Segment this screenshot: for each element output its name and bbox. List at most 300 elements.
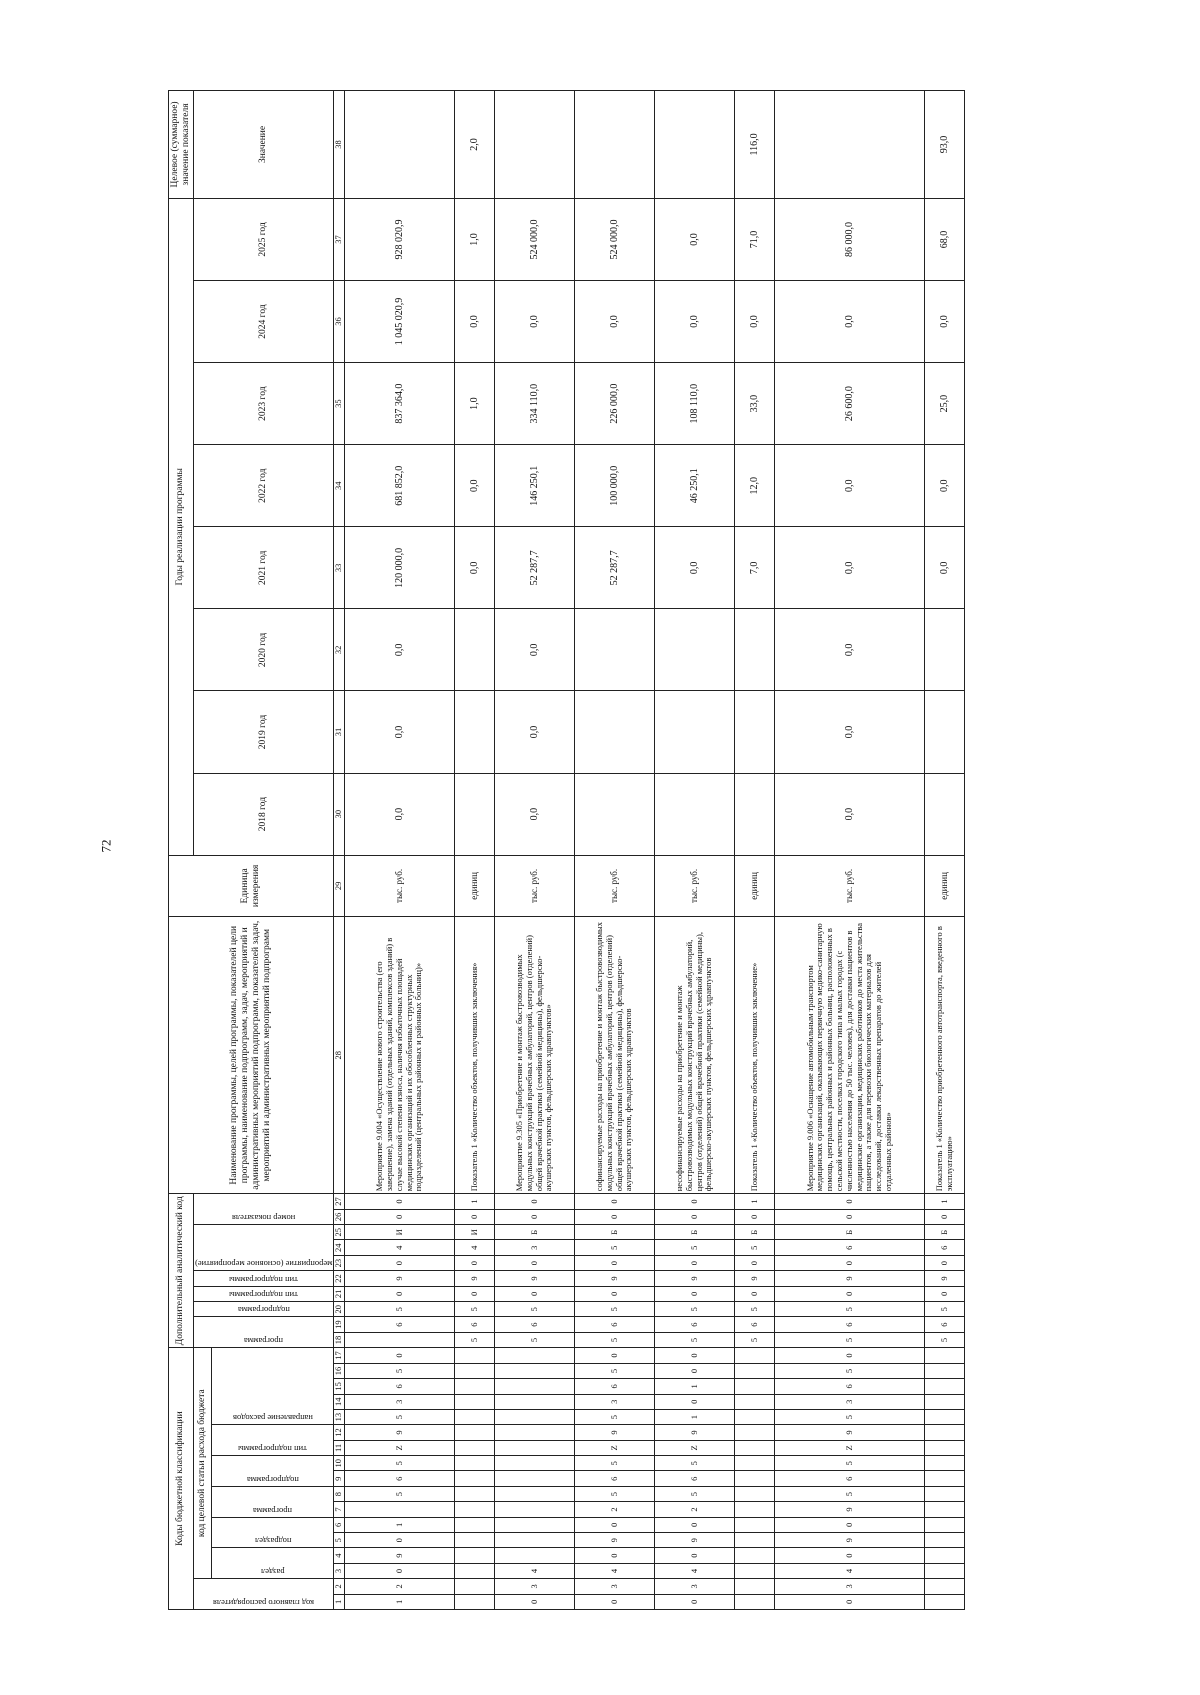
code-digit-cell xyxy=(735,1579,775,1594)
code-digit-cell: 0 xyxy=(735,1255,775,1270)
code-digit-cell xyxy=(455,1533,495,1548)
code-digit-cell: 0 xyxy=(655,1394,735,1409)
code-digit-cell: 0 xyxy=(655,1286,735,1301)
column-number: 14 xyxy=(334,1394,345,1409)
code-digit-cell: 2 xyxy=(575,1502,655,1517)
code-digit-cell xyxy=(735,1471,775,1486)
code-digit-cell: 9 xyxy=(345,1271,455,1286)
year-value-cell xyxy=(455,609,495,691)
code-digit-cell xyxy=(455,1563,495,1578)
code-digit-cell: 4 xyxy=(575,1563,655,1578)
column-number: 7 xyxy=(334,1502,345,1517)
code-digit-cell: 1 xyxy=(655,1409,735,1424)
code-digit-cell: 9 xyxy=(775,1425,925,1440)
code-digit-cell xyxy=(495,1425,575,1440)
code-digit-cell xyxy=(455,1471,495,1486)
year-value-cell xyxy=(575,609,655,691)
year-value-cell: 0,0 xyxy=(775,773,925,855)
year-value-cell xyxy=(655,609,735,691)
year-value-cell: 0,0 xyxy=(925,445,965,527)
code-digit-cell: 5 xyxy=(575,1486,655,1501)
year-value-cell: 146 250,1 xyxy=(495,445,575,527)
code-digit-cell: 5 xyxy=(735,1302,775,1317)
year-value-cell: 0,0 xyxy=(495,773,575,855)
code-digit-cell xyxy=(925,1594,965,1609)
year-value-cell: 0,0 xyxy=(495,280,575,362)
code-digit-cell: 0 xyxy=(925,1286,965,1301)
code-digit-cell: 5 xyxy=(345,1456,455,1471)
year-value-cell: 25,0 xyxy=(925,363,965,445)
dop-subprogram-header: подпрограмма xyxy=(193,1302,334,1317)
code-digit-cell: 3 xyxy=(575,1394,655,1409)
code-digit-cell: 0 xyxy=(925,1209,965,1224)
code-digit-cell xyxy=(925,1425,965,1440)
code-digit-cell: 0 xyxy=(495,1255,575,1270)
code-digit-cell: 0 xyxy=(775,1348,925,1364)
target-value-cell xyxy=(775,91,925,199)
code-digit-cell: И xyxy=(455,1225,495,1240)
column-number: 29 xyxy=(334,855,345,917)
year-value-cell: 1,0 xyxy=(455,363,495,445)
year-value-cell: 1,0 xyxy=(455,198,495,280)
code-digit-cell xyxy=(495,1517,575,1532)
dop-subprogram-type-header: тип подпрограммы xyxy=(193,1271,334,1286)
year-2022-header: 2022 год xyxy=(193,445,334,527)
code-digit-cell: 1 xyxy=(655,1379,735,1394)
code-digit-cell: 9 xyxy=(775,1271,925,1286)
year-value-cell: 100 000,0 xyxy=(575,445,655,527)
code-digit-cell: И xyxy=(345,1225,455,1240)
code-digit-cell: 0 xyxy=(495,1209,575,1224)
code-digit-cell: 1 xyxy=(735,1194,775,1209)
code-digit-cell xyxy=(455,1548,495,1563)
code-digit-cell: 0 xyxy=(575,1255,655,1270)
code-digit-cell xyxy=(925,1409,965,1424)
year-value-cell: 226 000,0 xyxy=(575,363,655,445)
year-value-cell: 0,0 xyxy=(345,609,455,691)
year-value-cell: 52 287,7 xyxy=(575,527,655,609)
code-digit-cell xyxy=(925,1517,965,1532)
code-digit-cell: 5 xyxy=(575,1456,655,1471)
year-value-cell: 86 000,0 xyxy=(775,198,925,280)
year-value-cell: 0,0 xyxy=(455,527,495,609)
year-value-cell: 0,0 xyxy=(775,280,925,362)
code-digit-cell: 2 xyxy=(345,1579,455,1594)
code-digit-cell: 9 xyxy=(575,1425,655,1440)
code-digit-cell: Б xyxy=(495,1225,575,1240)
target-value-header: Значение xyxy=(193,91,334,199)
code-digit-cell xyxy=(735,1409,775,1424)
code-digit-cell xyxy=(925,1440,965,1455)
item-name-cell: Мероприятие 9.004 «Осуществление нового строительства (его завершение), замена зданий (отдельных зданий, комплексов зданий) в случае высокой степени износа, наличия избыточных площадей медицинских организаций и их обособленных структурных подразделений (центральных районных и районных больниц)» xyxy=(345,917,455,1194)
code-digit-cell: 0 xyxy=(655,1548,735,1563)
code-digit-cell: 3 xyxy=(775,1579,925,1594)
year-value-cell xyxy=(735,773,775,855)
code-digit-cell xyxy=(925,1548,965,1563)
year-value-cell: 524 000,0 xyxy=(575,198,655,280)
code-digit-cell: 5 xyxy=(655,1456,735,1471)
code-digit-cell xyxy=(345,1502,455,1517)
code-digit-cell xyxy=(925,1456,965,1471)
column-number: 15 xyxy=(334,1379,345,1394)
item-name-cell: несофинансируемые расходы на приобретение и монтаж быстровозводимых модульных конструкций врачебных амбулаторий, центров (отделений) общей врачебной практики (семейной медицины), фельдшерско-акушерских пунктов, фельдшерских здравпунктов xyxy=(655,917,735,1194)
code-digit-cell: 0 xyxy=(575,1209,655,1224)
code-digit-cell: 1 xyxy=(345,1517,455,1532)
code-digit-cell: Z xyxy=(345,1440,455,1455)
code-digit-cell xyxy=(495,1363,575,1378)
code-digit-cell: 6 xyxy=(345,1317,455,1332)
year-value-cell: 12,0 xyxy=(735,445,775,527)
code-digit-cell xyxy=(735,1517,775,1532)
code-digit-cell xyxy=(495,1486,575,1501)
code-digit-cell: 9 xyxy=(655,1533,735,1548)
column-number: 28 xyxy=(334,917,345,1194)
code-digit-cell xyxy=(735,1563,775,1578)
code-digit-cell xyxy=(495,1379,575,1394)
code-digit-cell: 6 xyxy=(775,1317,925,1332)
code-digit-cell: 0 xyxy=(575,1517,655,1532)
code-digit-cell: 9 xyxy=(575,1533,655,1548)
year-value-cell: 0,0 xyxy=(775,691,925,773)
code-digit-cell: 1 xyxy=(345,1594,455,1609)
target-expense-code-header: код целевой статьи расхода бюджета xyxy=(193,1348,211,1579)
code-digit-cell: 6 xyxy=(455,1317,495,1332)
code-digit-cell: 9 xyxy=(655,1425,735,1440)
code-digit-cell: 0 xyxy=(775,1548,925,1563)
year-value-cell: 26 600,0 xyxy=(775,363,925,445)
code-digit-cell xyxy=(455,1486,495,1501)
year-2025-header: 2025 год xyxy=(193,198,334,280)
code-digit-cell xyxy=(495,1440,575,1455)
year-value-cell: 52 287,7 xyxy=(495,527,575,609)
year-value-cell: 0,0 xyxy=(455,445,495,527)
table-row xyxy=(495,91,575,1610)
table-row xyxy=(455,91,495,1610)
activity-direction-header: направление расходов xyxy=(212,1348,334,1425)
year-value-cell xyxy=(655,773,735,855)
year-value-cell: 0,0 xyxy=(345,773,455,855)
code-digit-cell xyxy=(495,1471,575,1486)
code-digit-cell: 5 xyxy=(345,1302,455,1317)
code-digit-cell: 6 xyxy=(575,1317,655,1332)
year-value-cell: 0,0 xyxy=(495,691,575,773)
code-digit-cell: 1 xyxy=(925,1194,965,1209)
code-digit-cell: 4 xyxy=(655,1563,735,1578)
code-digit-cell: 5 xyxy=(575,1240,655,1255)
year-value-cell: 0,0 xyxy=(775,609,925,691)
column-number: 33 xyxy=(334,527,345,609)
code-digit-cell: 3 xyxy=(495,1240,575,1255)
code-digit-cell: 5 xyxy=(775,1302,925,1317)
column-number: 9 xyxy=(334,1471,345,1486)
column-number: 17 xyxy=(334,1348,345,1364)
column-number: 1 xyxy=(334,1594,345,1609)
item-name-cell: Показатель 1 «Количество объектов, получивших заключения» xyxy=(455,917,495,1194)
code-digit-cell: 0 xyxy=(655,1348,735,1364)
code-digit-cell: 5 xyxy=(775,1409,925,1424)
code-digit-cell: 6 xyxy=(345,1471,455,1486)
code-digit-cell: 5 xyxy=(655,1332,735,1347)
year-value-cell: 33,0 xyxy=(735,363,775,445)
unit-cell: тыс. руб. xyxy=(775,855,925,917)
code-digit-cell: Б xyxy=(735,1225,775,1240)
year-value-cell xyxy=(735,609,775,691)
column-number: 5 xyxy=(334,1533,345,1548)
code-digit-cell: Z xyxy=(575,1440,655,1455)
code-digit-cell: 6 xyxy=(775,1471,925,1486)
column-number: 16 xyxy=(334,1363,345,1378)
year-value-cell: 1 045 020,9 xyxy=(345,280,455,362)
unit-cell: тыс. руб. xyxy=(345,855,455,917)
column-number: 27 xyxy=(334,1194,345,1209)
code-digit-cell: 1 xyxy=(455,1194,495,1209)
target-value-cell xyxy=(655,91,735,199)
year-2018-header: 2018 год xyxy=(193,773,334,855)
dop-program-header: программа xyxy=(193,1317,334,1348)
code-digit-cell xyxy=(495,1533,575,1548)
code-digit-cell: 9 xyxy=(575,1271,655,1286)
code-digit-cell: 6 xyxy=(345,1379,455,1394)
code-digit-cell: 0 xyxy=(575,1348,655,1364)
year-2019-header: 2019 год xyxy=(193,691,334,773)
page-number: 72 xyxy=(98,839,114,853)
column-number: 38 xyxy=(334,91,345,199)
year-value-cell: 46 250,1 xyxy=(655,445,735,527)
code-digit-cell: 0 xyxy=(495,1594,575,1609)
year-value-cell: 837 364,0 xyxy=(345,363,455,445)
code-digit-cell: 0 xyxy=(345,1348,455,1364)
year-value-cell: 0,0 xyxy=(775,445,925,527)
code-digit-cell: 9 xyxy=(775,1533,925,1548)
code-digit-cell: 0 xyxy=(775,1194,925,1209)
code-digit-cell xyxy=(735,1379,775,1394)
column-number: 10 xyxy=(334,1456,345,1471)
year-value-cell: 120 000,0 xyxy=(345,527,455,609)
column-number: 24 xyxy=(334,1240,345,1255)
code-digit-cell: 6 xyxy=(575,1379,655,1394)
code-digit-cell xyxy=(455,1517,495,1532)
rotated-table-container xyxy=(168,90,1028,1610)
code-digit-cell: 4 xyxy=(495,1563,575,1578)
year-value-cell: 0,0 xyxy=(735,280,775,362)
code-digit-cell: 6 xyxy=(655,1317,735,1332)
target-value-cell: 116,0 xyxy=(735,91,775,199)
code-digit-cell: 5 xyxy=(925,1332,965,1347)
code-digit-cell xyxy=(735,1456,775,1471)
code-digit-cell xyxy=(455,1425,495,1440)
code-digit-cell xyxy=(925,1563,965,1578)
code-digit-cell xyxy=(455,1594,495,1609)
unit-cell: единиц xyxy=(455,855,495,917)
code-digit-cell: 3 xyxy=(775,1394,925,1409)
code-digit-cell: 0 xyxy=(775,1255,925,1270)
item-name-cell: Мероприятие 9.305 «Приобретение и монтаж быстровозводимых модульных конструкций врачебных амбулаторий, центров (отделений) общей врачебной практики (семейной медицины), фельдшерско-акушерских пунктов, фельдшерских здравпунктов» xyxy=(495,917,575,1194)
subprogram-type-header: тип подпрограммы xyxy=(212,1425,334,1456)
code-digit-cell: Z xyxy=(775,1440,925,1455)
column-number: 22 xyxy=(334,1271,345,1286)
year-value-cell xyxy=(735,691,775,773)
table-body xyxy=(345,91,965,1610)
code-digit-cell: 9 xyxy=(655,1271,735,1286)
code-digit-cell: 9 xyxy=(455,1271,495,1286)
column-number: 18 xyxy=(334,1332,345,1347)
code-digit-cell xyxy=(735,1486,775,1501)
column-number: 2 xyxy=(334,1579,345,1594)
code-digit-cell xyxy=(925,1533,965,1548)
year-2024-header: 2024 год xyxy=(193,280,334,362)
code-digit-cell: 9 xyxy=(925,1271,965,1286)
column-number: 25 xyxy=(334,1225,345,1240)
item-name-cell: Показатель 1 «Количество приобретенного автотранспорта, введенного в эксплуатацию» xyxy=(925,917,965,1194)
code-digit-cell: 9 xyxy=(735,1271,775,1286)
column-number: 30 xyxy=(334,773,345,855)
year-value-cell: 0,0 xyxy=(655,527,735,609)
code-digit-cell: 5 xyxy=(495,1332,575,1347)
column-number: 13 xyxy=(334,1409,345,1424)
code-digit-cell xyxy=(925,1379,965,1394)
code-digit-cell: 5 xyxy=(455,1332,495,1347)
code-digit-cell xyxy=(925,1502,965,1517)
code-digit-cell: Б xyxy=(655,1225,735,1240)
code-digit-cell: 4 xyxy=(345,1240,455,1255)
unit-column-header: Единица измерения xyxy=(169,855,334,917)
code-digit-cell xyxy=(455,1579,495,1594)
code-digit-cell: 5 xyxy=(655,1486,735,1501)
code-digit-cell: 0 xyxy=(775,1517,925,1532)
year-value-cell: 0,0 xyxy=(655,198,735,280)
code-digit-cell: 4 xyxy=(455,1240,495,1255)
code-digit-cell: 5 xyxy=(345,1409,455,1424)
code-digit-cell xyxy=(455,1379,495,1394)
code-digit-cell: Б xyxy=(575,1225,655,1240)
code-digit-cell: 0 xyxy=(345,1209,455,1224)
column-number: 26 xyxy=(334,1209,345,1224)
code-digit-cell xyxy=(925,1394,965,1409)
code-digit-cell: 9 xyxy=(345,1425,455,1440)
year-value-cell xyxy=(575,773,655,855)
code-digit-cell xyxy=(735,1548,775,1563)
column-number: 12 xyxy=(334,1425,345,1440)
code-digit-cell xyxy=(735,1502,775,1517)
codes-budget-header: Коды бюджетной классификации xyxy=(169,1348,194,1610)
code-digit-cell xyxy=(735,1440,775,1455)
code-digit-cell xyxy=(455,1502,495,1517)
year-value-cell xyxy=(455,773,495,855)
column-number: 4 xyxy=(334,1548,345,1563)
code-digit-cell: 5 xyxy=(345,1486,455,1501)
code-digit-cell: 0 xyxy=(655,1594,735,1609)
year-value-cell: 0,0 xyxy=(925,280,965,362)
code-digit-cell: 0 xyxy=(735,1209,775,1224)
code-digit-cell xyxy=(495,1456,575,1471)
code-digit-cell xyxy=(495,1548,575,1563)
code-digit-cell: 0 xyxy=(455,1255,495,1270)
code-digit-cell xyxy=(735,1425,775,1440)
year-2023-header: 2023 год xyxy=(193,363,334,445)
code-digit-cell: 3 xyxy=(655,1579,735,1594)
code-digit-cell: 5 xyxy=(575,1409,655,1424)
code-digit-cell: 6 xyxy=(575,1471,655,1486)
unit-cell: тыс. руб. xyxy=(575,855,655,917)
code-digit-cell: 0 xyxy=(455,1286,495,1301)
column-number: 11 xyxy=(334,1440,345,1455)
code-digit-cell: 0 xyxy=(495,1194,575,1209)
code-digit-cell xyxy=(925,1471,965,1486)
year-value-cell: 0,0 xyxy=(345,691,455,773)
code-digit-cell: 0 xyxy=(775,1209,925,1224)
section-header: раздел xyxy=(212,1548,334,1579)
code-digit-cell: Z xyxy=(655,1440,735,1455)
table-row xyxy=(735,91,775,1610)
code-digit-cell: 3 xyxy=(575,1579,655,1594)
name-column-header: Наименование программы, целей программы, показателей цели программы, наименование подпрограмм, задач, мероприятий и административных мероприятий подпрограмм, показателей задач, мероприятий и административных мероприятий подпрограмм xyxy=(169,917,334,1194)
code-digit-cell: 5 xyxy=(455,1302,495,1317)
column-number: 35 xyxy=(334,363,345,445)
code-digit-cell xyxy=(455,1440,495,1455)
column-number: 3 xyxy=(334,1563,345,1578)
code-digit-cell: 0 xyxy=(345,1533,455,1548)
code-digit-cell: 9 xyxy=(775,1502,925,1517)
year-value-cell: 0,0 xyxy=(655,280,735,362)
code-digit-cell: 6 xyxy=(735,1317,775,1332)
item-name-cell: Показатель 1 «Количество объектов, получивших заключение» xyxy=(735,917,775,1194)
code-digit-cell: 0 xyxy=(655,1517,735,1532)
code-digit-cell: 5 xyxy=(925,1302,965,1317)
code-digit-cell: 0 xyxy=(735,1286,775,1301)
year-value-cell xyxy=(925,609,965,691)
year-value-cell xyxy=(455,691,495,773)
target-value-cell: 2,0 xyxy=(455,91,495,199)
code-digit-cell: 6 xyxy=(775,1240,925,1255)
code-digit-cell: 0 xyxy=(495,1286,575,1301)
code-digit-cell: 0 xyxy=(575,1286,655,1301)
code-digit-cell: 5 xyxy=(575,1332,655,1347)
code-digit-cell: 0 xyxy=(345,1194,455,1209)
code-digit-cell: 0 xyxy=(775,1286,925,1301)
dop-type-header: тип подпрограммы xyxy=(193,1286,334,1301)
column-number: 8 xyxy=(334,1486,345,1501)
unit-cell: тыс. руб. xyxy=(655,855,735,917)
year-value-cell: 0,0 xyxy=(495,609,575,691)
target-header: Целевое (суммарное) значение показателя xyxy=(169,91,194,199)
code-digit-cell xyxy=(345,1332,455,1347)
year-value-cell xyxy=(925,691,965,773)
years-header: Годы реализации программы xyxy=(169,198,194,855)
code-digit-cell xyxy=(735,1533,775,1548)
target-value-cell xyxy=(495,91,575,199)
column-number: 31 xyxy=(334,691,345,773)
year-value-cell: 0,0 xyxy=(455,280,495,362)
code-digit-cell: 6 xyxy=(495,1317,575,1332)
column-number: 20 xyxy=(334,1302,345,1317)
code-digit-cell: 3 xyxy=(345,1394,455,1409)
table-row xyxy=(575,91,655,1610)
code-digit-cell: 0 xyxy=(575,1594,655,1609)
year-value-cell: 71,0 xyxy=(735,198,775,280)
code-digit-cell: 5 xyxy=(775,1363,925,1378)
code-digit-cell xyxy=(735,1394,775,1409)
code-digit-cell: 6 xyxy=(925,1317,965,1332)
code-digit-cell xyxy=(925,1348,965,1364)
code-digit-cell: 6 xyxy=(655,1471,735,1486)
column-number: 37 xyxy=(334,198,345,280)
indicator-num-header: номер показателя xyxy=(193,1194,334,1225)
grbs-header: код главного распорядителя xyxy=(193,1579,334,1610)
year-value-cell xyxy=(575,691,655,773)
code-digit-cell: 0 xyxy=(575,1194,655,1209)
program-header: программа xyxy=(212,1486,334,1517)
year-value-cell: 524 000,0 xyxy=(495,198,575,280)
